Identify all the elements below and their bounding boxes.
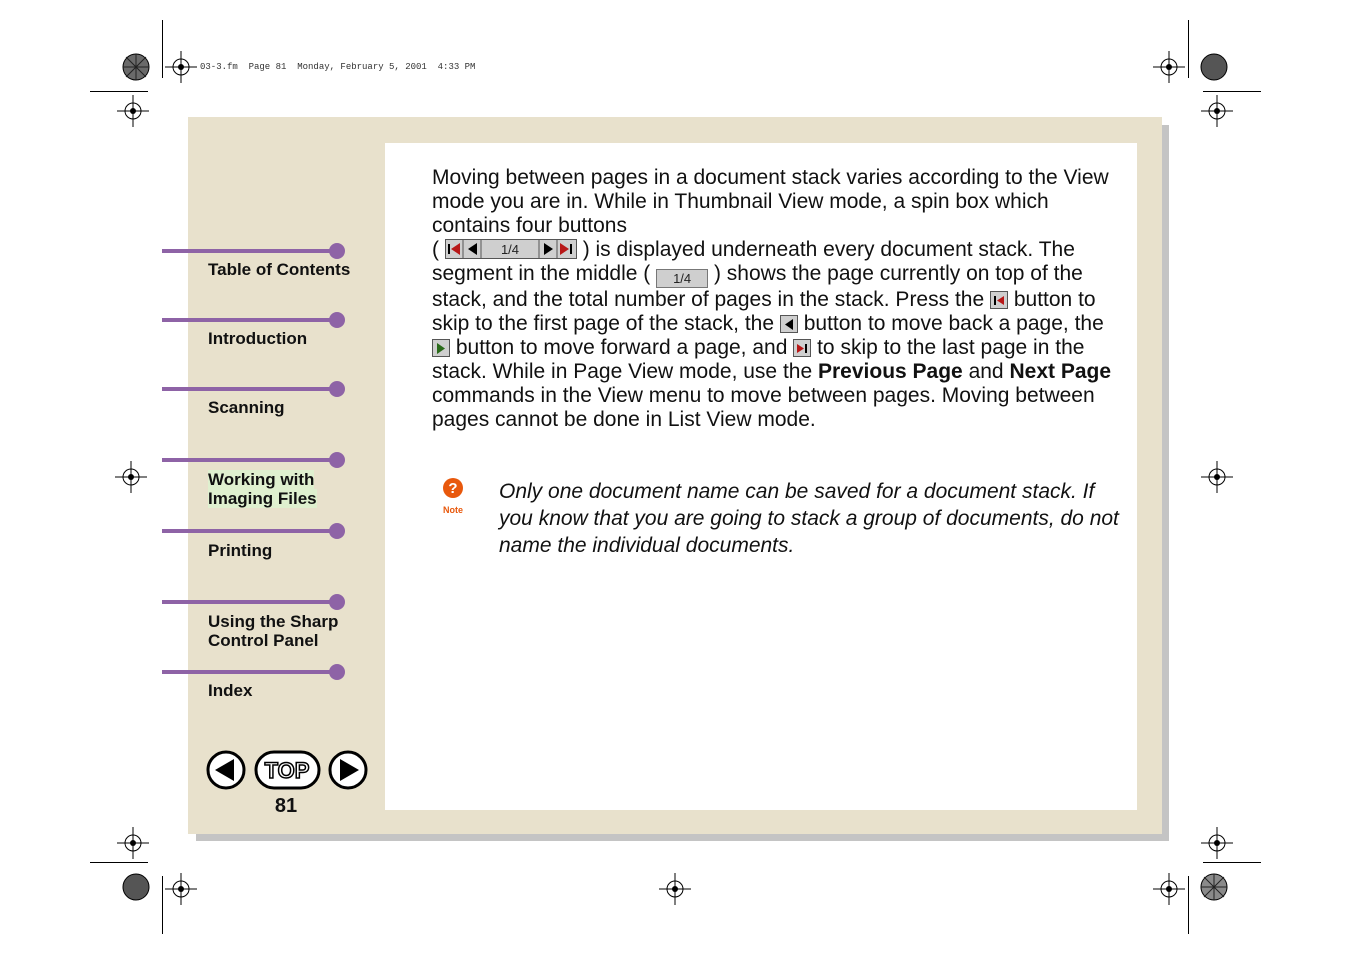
nav-label: Printing xyxy=(208,541,273,560)
nav-button-group xyxy=(206,749,370,793)
color-bar-mark-icon xyxy=(122,53,150,81)
first-page-icon xyxy=(990,291,1008,309)
registration-mark-icon xyxy=(117,95,149,127)
nav-label: Index xyxy=(208,681,253,700)
crop-mark xyxy=(90,862,148,863)
note-callout xyxy=(440,476,466,515)
previous-page-button[interactable] xyxy=(208,752,244,788)
crop-mark xyxy=(1203,91,1261,92)
color-bar-mark-icon xyxy=(122,873,150,901)
registration-mark-icon xyxy=(1201,461,1233,493)
previous-page-command: Previous Page xyxy=(818,360,963,383)
registration-mark-icon xyxy=(659,873,691,905)
nav-label: Introduction xyxy=(208,329,308,348)
note-text: Only one document name can be saved for a document stack. If you know that you are going to stack a group of documents, do not name the individual documents. xyxy=(499,480,1119,557)
registration-mark-icon xyxy=(1201,827,1233,859)
registration-mark-icon xyxy=(165,873,197,905)
registration-mark-icon xyxy=(165,51,197,83)
crop-mark xyxy=(90,91,148,92)
body-paragraph: Moving between pages in a document stack varies according to the View mode you are in. While in Thumbnail View mode, a spin box which contains four buttons ( 1/4 ) is displayed underneath every document stack. The segment in the middle ( 1/4 ) shows the page currently on top of the stack, and the total number of pages in the stack. Press the button to skip to the first page of the stack, the button to move back a page, the button to move forward a page, and to skip to the last page in the stack. While in Page View mode, use the Previous Page and Next Page commands in the View menu to move between pages. Moving between pages cannot be done in List View mode. xyxy=(432,166,1112,431)
next-page-button[interactable] xyxy=(330,752,366,788)
nav-label: Scanning xyxy=(208,398,285,417)
page-counter-illustration: 1/4 xyxy=(656,269,708,288)
next-page-command: Next Page xyxy=(1009,360,1112,383)
next-page-icon xyxy=(432,339,450,357)
note-icon xyxy=(441,476,465,500)
last-page-icon xyxy=(793,339,811,357)
note-label: Note xyxy=(443,505,463,515)
nav-label: Using the Sharp Control Panel xyxy=(208,612,339,650)
nav-label: Working with Imaging Files xyxy=(208,470,317,508)
svg-text:1/4: 1/4 xyxy=(500,242,519,257)
registration-mark-icon xyxy=(1153,51,1185,83)
page-number: 81 xyxy=(274,795,298,817)
crop-mark xyxy=(1188,20,1189,78)
registration-mark-icon xyxy=(117,827,149,859)
registration-mark-icon xyxy=(115,461,147,493)
crop-mark xyxy=(162,876,163,934)
crop-mark xyxy=(162,20,163,78)
top-button[interactable] xyxy=(256,752,319,788)
color-bar-mark-icon xyxy=(1200,873,1228,901)
registration-mark-icon xyxy=(1153,873,1185,905)
page-navigation xyxy=(206,749,370,798)
svg-text:?: ? xyxy=(448,480,458,497)
previous-page-icon xyxy=(780,315,798,333)
file-info-header: 03-3.fm Page 81 Monday, February 5, 2001 4:33 PM xyxy=(200,62,476,72)
svg-text:TOP: TOP xyxy=(264,758,310,783)
registration-mark-icon xyxy=(1201,95,1233,127)
crop-mark xyxy=(1203,862,1261,863)
nav-label: Table of Contents xyxy=(208,260,351,279)
crop-mark xyxy=(1188,876,1189,934)
color-bar-mark-icon xyxy=(1200,53,1228,81)
spin-box-illustration xyxy=(445,239,577,259)
spin-box-icon xyxy=(445,239,577,259)
